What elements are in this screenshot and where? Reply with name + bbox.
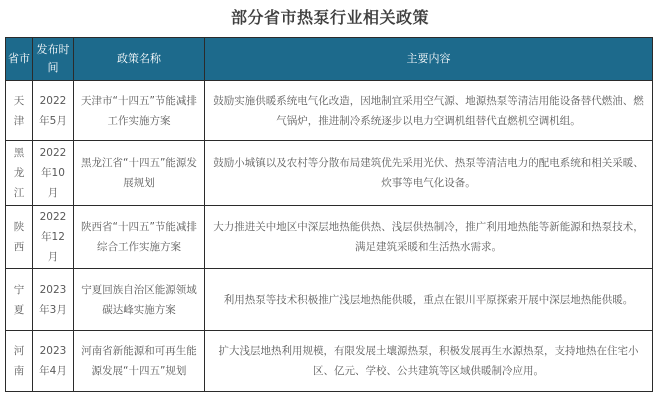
header-date: 发布时间 bbox=[33, 38, 74, 81]
cell-province: 宁夏 bbox=[6, 269, 33, 331]
cell-date: 2022年5月 bbox=[33, 81, 74, 141]
cell-province: 黑龙江 bbox=[6, 141, 33, 206]
cell-date: 2023年4月 bbox=[33, 331, 74, 392]
cell-policy-name: 黑龙江省“十四五”能源发展规划 bbox=[74, 141, 205, 206]
cell-province: 天津 bbox=[6, 81, 33, 141]
cell-content: 鼓励小城镇以及农村等分散布局建筑优先采用光伏、热泵等清洁电力的配电系统和相关采暖、炊事等电气化设备。 bbox=[205, 141, 653, 206]
cell-content: 大力推进关中地区中深层地热能供热、浅层供热制冷，推广利用地热能等新能源和热泵技术，满足建筑采暖和生活热水需求。 bbox=[205, 206, 653, 269]
cell-date: 2023年3月 bbox=[33, 269, 74, 331]
cell-province: 陕西 bbox=[6, 206, 33, 269]
cell-province: 河南 bbox=[6, 331, 33, 392]
header-content: 主要内容 bbox=[205, 38, 653, 81]
table-row bbox=[6, 269, 653, 331]
cell-content: 利用热泵等技术积极推广浅层地热能供暖，重点在银川平原探索开展中深层地热能供暖。 bbox=[205, 269, 653, 331]
cell-content: 扩大浅层地热利用规模，有限发展土壤源热泵，积极发展再生水源热泵，支持地热在住宅小区、亿元、学校、公共建筑等区域供暖制冷应用。 bbox=[205, 331, 653, 392]
table-row bbox=[6, 206, 653, 269]
cell-policy-name: 宁夏回族自治区能源领域碳达峰实施方案 bbox=[74, 269, 205, 331]
cell-policy-name: 河南省新能源和可再生能源发展“十四五”规划 bbox=[74, 331, 205, 392]
cell-content: 鼓励实施供暖系统电气化改造，因地制宜采用空气源、地源热泵等清洁用能设备替代燃油、燃气锅炉，推进制冷系统逐步以电力空调机组替代直燃机空调机组。 bbox=[205, 81, 653, 141]
cell-date: 2022年12月 bbox=[33, 206, 74, 269]
cell-date: 2022年10月 bbox=[33, 141, 74, 206]
table-header-row bbox=[6, 38, 653, 81]
table-row bbox=[6, 141, 653, 206]
page-title: 部分省市热泵行业相关政策 bbox=[230, 8, 429, 27]
table-row bbox=[6, 81, 653, 141]
table-row bbox=[6, 331, 653, 392]
policy-table bbox=[5, 37, 653, 392]
header-province: 省市 bbox=[6, 38, 33, 81]
cell-policy-name: 天津市“十四五”节能减排工作实施方案 bbox=[74, 81, 205, 141]
header-policy-name: 政策名称 bbox=[74, 38, 205, 81]
cell-policy-name: 陕西省“十四五”节能减排综合工作实施方案 bbox=[74, 206, 205, 269]
